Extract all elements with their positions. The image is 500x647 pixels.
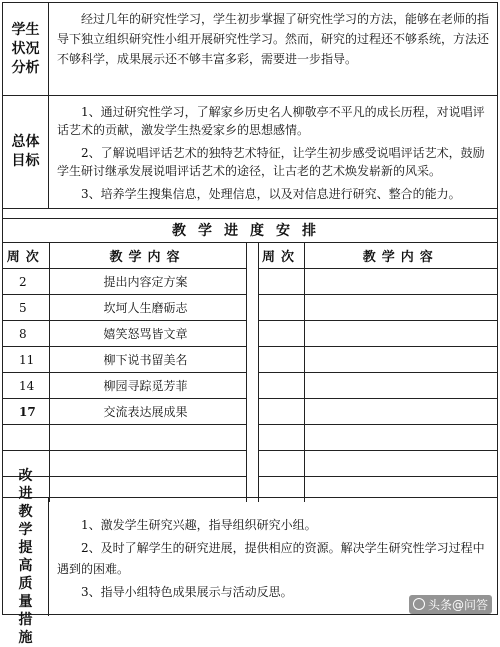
week-cell: 14	[3, 373, 49, 399]
table-row	[3, 321, 497, 347]
teaching-plan-table	[2, 2, 498, 646]
col-week-header: 周次	[3, 243, 49, 269]
col-content-header: 教学内容	[49, 243, 246, 269]
content-cell: 提出内容定方案	[49, 269, 246, 295]
content-cell: 坎坷人生磨砺志	[49, 295, 246, 321]
content-cell: 嬉笑怒骂皆文章	[49, 321, 246, 347]
week-cell: 8	[3, 321, 49, 347]
goal-item: 1、通过研究性学习，了解家乡历史名人柳敬亭不平凡的成长历程，对说唱评话艺术的贡献，激发学生热爱家乡的思想感情。	[57, 105, 485, 137]
overall-goals-row	[3, 96, 497, 209]
table-row	[3, 373, 497, 399]
col-content-header: 教学内容	[304, 243, 497, 269]
watermark-text: 头条@问答	[427, 598, 488, 612]
schedule-title: 教学进度安排	[3, 219, 497, 243]
overall-goals-label: 总体目标	[3, 96, 49, 208]
content-cell: 柳下说书留美名	[49, 347, 246, 373]
week-cell: 11	[3, 347, 49, 373]
schedule-section	[3, 243, 497, 498]
week-cell: 17	[3, 399, 49, 425]
table-row	[3, 399, 497, 425]
measure-item: 3、指导小组特色成果展示与活动反思。	[81, 585, 293, 599]
column-divider	[246, 243, 258, 269]
measure-item: 1、激发学生研究兴趣，指导组织研究小组。	[81, 518, 317, 532]
col-week-header: 周次	[258, 243, 304, 269]
student-situation-text: 经过几年的研究性学习，学生初步掌握了研究性学习的方法，能够在老师的指导下独立组织研究性小组开展研究性学习。然而，研究的过程还不够系统，方法还不够科学，成果展示还不够丰富多彩，需要进一步指导。	[57, 12, 490, 66]
watermark	[409, 595, 492, 614]
content-cell: 柳园寻踪觅芳菲	[49, 373, 246, 399]
week-cell: 2	[3, 269, 49, 295]
empty-row	[3, 451, 497, 477]
goal-item: 2、了解说唱评话艺术的独特艺术特征，让学生初步感受说唱评话艺术，鼓励学生研讨继承发展说唱评话艺术的途径，让古老的艺术焕发崭新的风采。	[57, 146, 485, 178]
student-situation-row	[3, 3, 497, 96]
schedule-table	[3, 243, 497, 502]
empty-row	[3, 425, 497, 451]
measure-item: 2、及时了解学生的研究进展，提供相应的资源。解决学生研究性学习过程中遇到的困难。	[57, 541, 485, 576]
week-cell: 5	[3, 295, 49, 321]
table-row	[3, 295, 497, 321]
improvement-measures-label: 改进教学提高质量措施	[3, 498, 49, 616]
schedule-header-row	[3, 243, 497, 269]
spacer-row	[3, 209, 497, 219]
table-row	[3, 347, 497, 373]
table-row	[3, 269, 497, 295]
student-situation-label: 学生状况分析	[3, 3, 49, 95]
content-cell: 交流表达展成果	[49, 399, 246, 425]
toutiao-logo-icon	[413, 598, 425, 610]
goal-item: 3、培养学生搜集信息，处理信息，以及对信息进行研究、整合的能力。	[81, 187, 461, 201]
